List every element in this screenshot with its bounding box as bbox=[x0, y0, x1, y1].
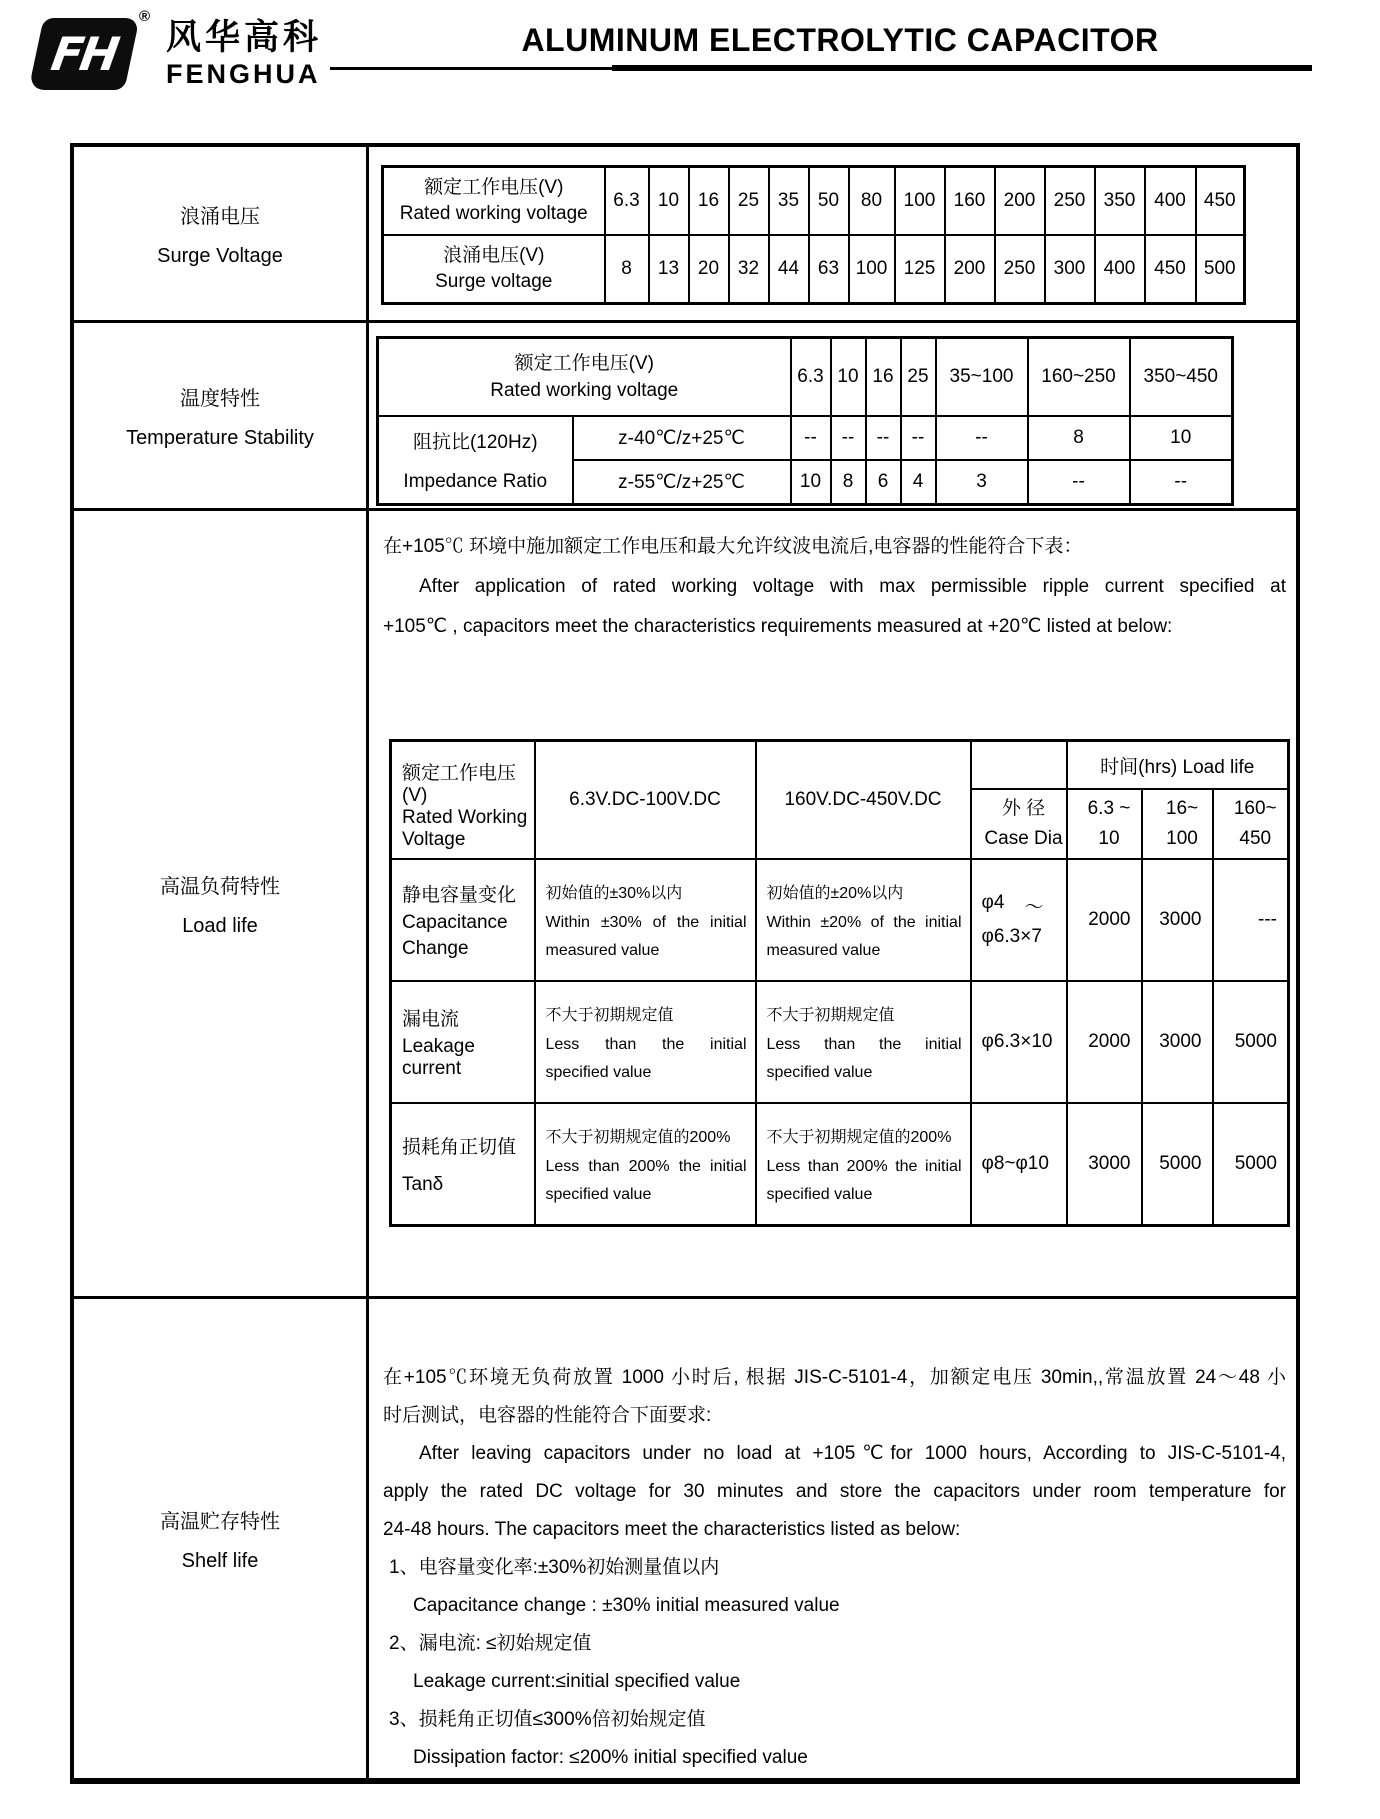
surge-voltage-value-row bbox=[383, 235, 1245, 304]
impedance-value: 3 bbox=[936, 460, 1028, 505]
voltage-range: 16 bbox=[866, 338, 901, 417]
spec-en2: measured value bbox=[766, 942, 881, 959]
spec-low-cell bbox=[535, 981, 756, 1103]
spec-en1: Less than the initial bbox=[766, 1035, 962, 1053]
life-col-3-range2: 450 bbox=[1239, 828, 1272, 849]
temperature-header-row bbox=[378, 338, 1233, 417]
header-rule-thin bbox=[330, 67, 640, 70]
rated-voltage-value: 25 bbox=[729, 167, 769, 236]
rated-voltage-value: 400 bbox=[1145, 167, 1196, 236]
load-life-intro bbox=[369, 511, 1296, 647]
voltage-range: 6.3 bbox=[791, 338, 831, 417]
case-dia-cell: φ6.3×10 bbox=[971, 981, 1067, 1103]
temperature-rated-header bbox=[378, 338, 791, 417]
spec-low-cell bbox=[535, 1103, 756, 1226]
item-cn: 损耗角正切值 bbox=[402, 1136, 517, 1158]
surge-row-label bbox=[74, 147, 369, 320]
spec-en1: Within ±30% of the initial bbox=[545, 913, 747, 931]
spec-en1: Less than 200% the initial bbox=[766, 1157, 962, 1175]
load-life-hours-header: 时间(hrs) Load life bbox=[1067, 741, 1289, 790]
life-col-2-range: 16~ bbox=[1165, 798, 1199, 819]
case-value2: φ6.3×7 bbox=[981, 926, 1042, 948]
rated-voltage-value: 250 bbox=[1045, 167, 1095, 236]
spec-cn: 不大于初期规定值的200% bbox=[545, 1129, 731, 1146]
rated-voltage-value: 160 bbox=[945, 167, 995, 236]
load-life-header-row1 bbox=[391, 741, 1289, 790]
load-rated-header-en2: Voltage bbox=[402, 829, 466, 850]
low-voltage-range-header: 6.3V.DC-100V.DC bbox=[535, 741, 756, 860]
voltage-range: 160~250 bbox=[1028, 338, 1130, 417]
page-title: ALUMINUM ELECTROLYTIC CAPACITOR bbox=[521, 22, 1159, 58]
life-col-2 bbox=[1142, 789, 1213, 859]
load-life-row-label bbox=[74, 511, 369, 1296]
hours-value: 3000 bbox=[1142, 859, 1213, 981]
item-en2: Change bbox=[402, 938, 469, 959]
fenghua-emblem-icon bbox=[28, 8, 150, 96]
impedance-value: -- bbox=[791, 416, 831, 460]
life-col-3 bbox=[1213, 789, 1289, 859]
temperature-label-en: Temperature Stability bbox=[126, 426, 314, 449]
rated-voltage-header bbox=[383, 167, 605, 236]
load-life-label-cn: 高温负荷特性 bbox=[160, 875, 280, 898]
spec-cn: 初始值的±20%以内 bbox=[766, 885, 904, 902]
voltage-range: 10 bbox=[831, 338, 866, 417]
voltage-range: 350~450 bbox=[1130, 338, 1233, 417]
shelf-line: 2、漏电流: ≤初始规定值 bbox=[389, 1633, 592, 1654]
hours-value: 5000 bbox=[1213, 1103, 1289, 1226]
leakage-current-row bbox=[391, 981, 1289, 1103]
surge-voltage-header-cn: 浪涌电压(V) bbox=[443, 245, 545, 266]
surge-voltage-value: 44 bbox=[769, 235, 809, 304]
emblem-monogram: FH bbox=[47, 27, 121, 81]
item-cell bbox=[391, 981, 535, 1103]
shelf-line: Dissipation factor: ≤200% initial specified value bbox=[413, 1747, 808, 1768]
impedance-ratio-label bbox=[378, 416, 573, 505]
surge-voltage-value: 32 bbox=[729, 235, 769, 304]
shelf-life-text bbox=[369, 1299, 1296, 1777]
brand-name-cn: 风华高科 bbox=[166, 18, 323, 57]
shelf-life-label-en: Shelf life bbox=[181, 1550, 259, 1572]
impedance-value: -- bbox=[1028, 460, 1130, 505]
shelf-life-row bbox=[74, 1299, 1296, 1779]
spec-en1: Less than 200% the initial bbox=[545, 1157, 747, 1175]
condition-z55: z-55℃/z+25℃ bbox=[573, 460, 791, 505]
surge-voltage-value: 450 bbox=[1145, 235, 1196, 304]
spec-table bbox=[70, 143, 1300, 1784]
case-dia-header bbox=[971, 789, 1067, 859]
hours-value: 2000 bbox=[1067, 859, 1142, 981]
shelf-line: Leakage current:≤initial specified value bbox=[413, 1671, 741, 1692]
shelf-line: 1、电容量变化率:±30%初始测量值以内 bbox=[389, 1557, 720, 1578]
surge-voltage-value: 13 bbox=[649, 235, 689, 304]
hours-value: 5000 bbox=[1213, 981, 1289, 1103]
impedance-value: 4 bbox=[901, 460, 936, 505]
hours-value: 5000 bbox=[1142, 1103, 1213, 1226]
impedance-value: 6 bbox=[866, 460, 901, 505]
shelf-line: After leaving capacitors under no load at +105℃for 1000 hours, According to JIS-C-5101-4, bbox=[419, 1443, 1286, 1464]
spec-en2: measured value bbox=[545, 942, 660, 959]
item-cn: 漏电流 bbox=[402, 1009, 460, 1031]
surge-voltage-header bbox=[383, 235, 605, 304]
tan-delta-row bbox=[391, 1103, 1289, 1226]
spec-cn: 不大于初期规定值 bbox=[766, 1007, 895, 1024]
surge-voltage-header-en: Surge voltage bbox=[435, 271, 553, 292]
impedance-value: 8 bbox=[1028, 416, 1130, 460]
load-rated-voltage-header bbox=[391, 741, 535, 860]
rated-voltage-value: 10 bbox=[649, 167, 689, 236]
shelf-line: 24-48 hours. The capacitors meet the characteristics listed as below: bbox=[383, 1519, 961, 1540]
impedance-value: 10 bbox=[1130, 416, 1233, 460]
spec-high-cell bbox=[756, 1103, 971, 1226]
load-life-intro-en-line2: +105℃ , capacitors meet the characteristics requirements measured at +20℃ listed at below: bbox=[383, 616, 1173, 637]
item-cell bbox=[391, 1103, 535, 1226]
shelf-life-row-label bbox=[74, 1299, 369, 1779]
surge-voltage-table bbox=[381, 165, 1246, 305]
rated-voltage-header-en: Rated working voltage bbox=[399, 203, 588, 224]
shelf-line: apply the rated DC voltage for 30 minutes and store the capacitors under room temperature for bbox=[383, 1481, 1286, 1502]
rated-voltage-value: 16 bbox=[689, 167, 729, 236]
impedance-minus40-row bbox=[378, 416, 1233, 460]
case-tilde: ～ bbox=[1024, 896, 1044, 918]
load-life-intro-en-line1: After application of rated working voltage with max permissible ripple current specified at bbox=[419, 576, 1286, 597]
hours-value: 2000 bbox=[1067, 981, 1142, 1103]
item-en1: Leakage current bbox=[402, 1035, 475, 1079]
rated-voltage-header-cn: 额定工作电压(V) bbox=[424, 177, 564, 198]
case-dia-cn: 外 径 bbox=[1001, 798, 1046, 819]
life-col-3-range: 160~ bbox=[1233, 798, 1277, 819]
shelf-life-row-content bbox=[369, 1299, 1296, 1779]
surge-voltage-value: 100 bbox=[849, 235, 895, 304]
hours-value: 3000 bbox=[1142, 981, 1213, 1103]
spec-en1: Within ±20% of the initial bbox=[766, 913, 962, 931]
spec-en2: specified value bbox=[545, 1064, 652, 1081]
load-life-label-en: Load life bbox=[182, 914, 258, 937]
shelf-life-label-cn: 高温贮存特性 bbox=[160, 1511, 280, 1533]
shelf-line: Capacitance change : ±30% initial measured value bbox=[413, 1595, 840, 1616]
temperature-rated-header-en: Rated working voltage bbox=[490, 380, 679, 401]
empty-cell bbox=[971, 741, 1067, 790]
hours-value: 3000 bbox=[1067, 1103, 1142, 1226]
rated-voltage-value: 80 bbox=[849, 167, 895, 236]
page-header bbox=[0, 0, 1380, 120]
impedance-ratio-label-cn: 阻抗比(120Hz) bbox=[412, 431, 538, 453]
voltage-range: 35~100 bbox=[936, 338, 1028, 417]
fenghua-emblem-shape bbox=[28, 18, 139, 90]
spec-en1: Less than the initial bbox=[545, 1035, 747, 1053]
rated-voltage-value: 450 bbox=[1196, 167, 1245, 236]
high-voltage-range-header: 160V.DC-450V.DC bbox=[756, 741, 971, 860]
impedance-value: -- bbox=[1130, 460, 1233, 505]
impedance-value: 10 bbox=[791, 460, 831, 505]
item-en1: Tanδ bbox=[402, 1174, 444, 1196]
brand-name-en: FENGHUA bbox=[166, 59, 321, 89]
brand-block bbox=[166, 18, 322, 90]
temperature-stability-row bbox=[74, 323, 1296, 511]
spec-low-cell bbox=[535, 859, 756, 981]
registered-trademark-icon: ® bbox=[138, 8, 150, 25]
spec-high-cell bbox=[756, 981, 971, 1103]
surge-row-content bbox=[369, 147, 1296, 320]
condition-z40: z-40℃/z+25℃ bbox=[573, 416, 791, 460]
item-cn: 静电容量变化 bbox=[402, 885, 517, 906]
temperature-label-cn: 温度特性 bbox=[180, 387, 260, 410]
header-rule-thick bbox=[612, 65, 1312, 71]
hours-value: --- bbox=[1213, 859, 1289, 981]
rated-voltage-value: 350 bbox=[1095, 167, 1145, 236]
impedance-value: -- bbox=[936, 416, 1028, 460]
surge-voltage-value: 300 bbox=[1045, 235, 1095, 304]
surge-voltage-value: 500 bbox=[1196, 235, 1245, 304]
item-cell bbox=[391, 859, 535, 981]
case-value: φ4 bbox=[981, 891, 1005, 913]
impedance-value: 8 bbox=[831, 460, 866, 505]
rated-voltage-value: 200 bbox=[995, 167, 1045, 236]
shelf-line: 时后测试，电容器的性能符合下面要求: bbox=[383, 1405, 712, 1426]
impedance-value: -- bbox=[901, 416, 936, 460]
rated-voltage-header-row bbox=[383, 167, 1245, 236]
surge-voltage-value: 250 bbox=[995, 235, 1045, 304]
spec-en2: specified value bbox=[766, 1186, 873, 1203]
rated-voltage-value: 100 bbox=[895, 167, 945, 236]
case-dia-en: Case Dia bbox=[984, 828, 1063, 849]
load-rated-header-cn: 额定工作电压(V) bbox=[402, 763, 517, 806]
surge-voltage-value: 400 bbox=[1095, 235, 1145, 304]
rated-voltage-value: 35 bbox=[769, 167, 809, 236]
load-life-row-content bbox=[369, 511, 1296, 1296]
spec-high-cell bbox=[756, 859, 971, 981]
impedance-value: -- bbox=[866, 416, 901, 460]
rated-voltage-value: 6.3 bbox=[605, 167, 649, 236]
item-en1: Capacitance bbox=[402, 911, 508, 933]
case-dia-cell bbox=[971, 859, 1067, 981]
surge-voltage-value: 200 bbox=[945, 235, 995, 304]
surge-voltage-value: 125 bbox=[895, 235, 945, 304]
fenghua-logo bbox=[28, 8, 323, 96]
surge-voltage-value: 63 bbox=[809, 235, 849, 304]
temperature-table bbox=[376, 336, 1234, 506]
life-col-1-range: 6.3 ~ bbox=[1087, 798, 1131, 819]
capacitance-change-row bbox=[391, 859, 1289, 981]
rated-voltage-value: 50 bbox=[809, 167, 849, 236]
surge-voltage-value: 20 bbox=[689, 235, 729, 304]
temperature-row-label bbox=[74, 323, 369, 508]
load-rated-header-en1: Rated Working bbox=[402, 807, 528, 828]
spec-en2: specified value bbox=[766, 1064, 873, 1081]
impedance-ratio-label-en: Impedance Ratio bbox=[403, 471, 548, 493]
spec-cn: 不大于初期规定值的200% bbox=[766, 1129, 952, 1146]
temperature-rated-header-cn: 额定工作电压(V) bbox=[514, 353, 654, 374]
life-col-2-range2: 100 bbox=[1166, 828, 1198, 849]
spec-cn: 不大于初期规定值 bbox=[545, 1007, 674, 1024]
load-life-row bbox=[74, 511, 1296, 1299]
life-col-1-range2: 10 bbox=[1098, 828, 1120, 849]
surge-voltage-value: 8 bbox=[605, 235, 649, 304]
spec-en2: specified value bbox=[545, 1186, 652, 1203]
surge-label-cn: 浪涌电压 bbox=[180, 205, 260, 228]
temperature-row-content bbox=[369, 323, 1296, 508]
surge-label-en: Surge Voltage bbox=[157, 244, 283, 267]
surge-voltage-row bbox=[74, 147, 1296, 323]
load-life-table bbox=[389, 739, 1290, 1227]
case-dia-cell: φ8~φ10 bbox=[971, 1103, 1067, 1226]
shelf-line: 在+105℃环境无负荷放置 1000 小时后, 根据 JIS-C-5101-4，加额定电压 30min,,常温放置 24～48 小 bbox=[383, 1367, 1286, 1388]
load-life-intro-cn: 在+105℃ 环境中施加额定工作电压和最大允许纹波电流后,电容器的性能符合下表： bbox=[383, 536, 1083, 557]
impedance-value: -- bbox=[831, 416, 866, 460]
spec-cn: 初始值的±30%以内 bbox=[545, 885, 683, 902]
shelf-line: 3、损耗角正切值≤300%倍初始规定值 bbox=[389, 1709, 706, 1730]
life-col-1 bbox=[1067, 789, 1142, 859]
voltage-range: 25 bbox=[901, 338, 936, 417]
